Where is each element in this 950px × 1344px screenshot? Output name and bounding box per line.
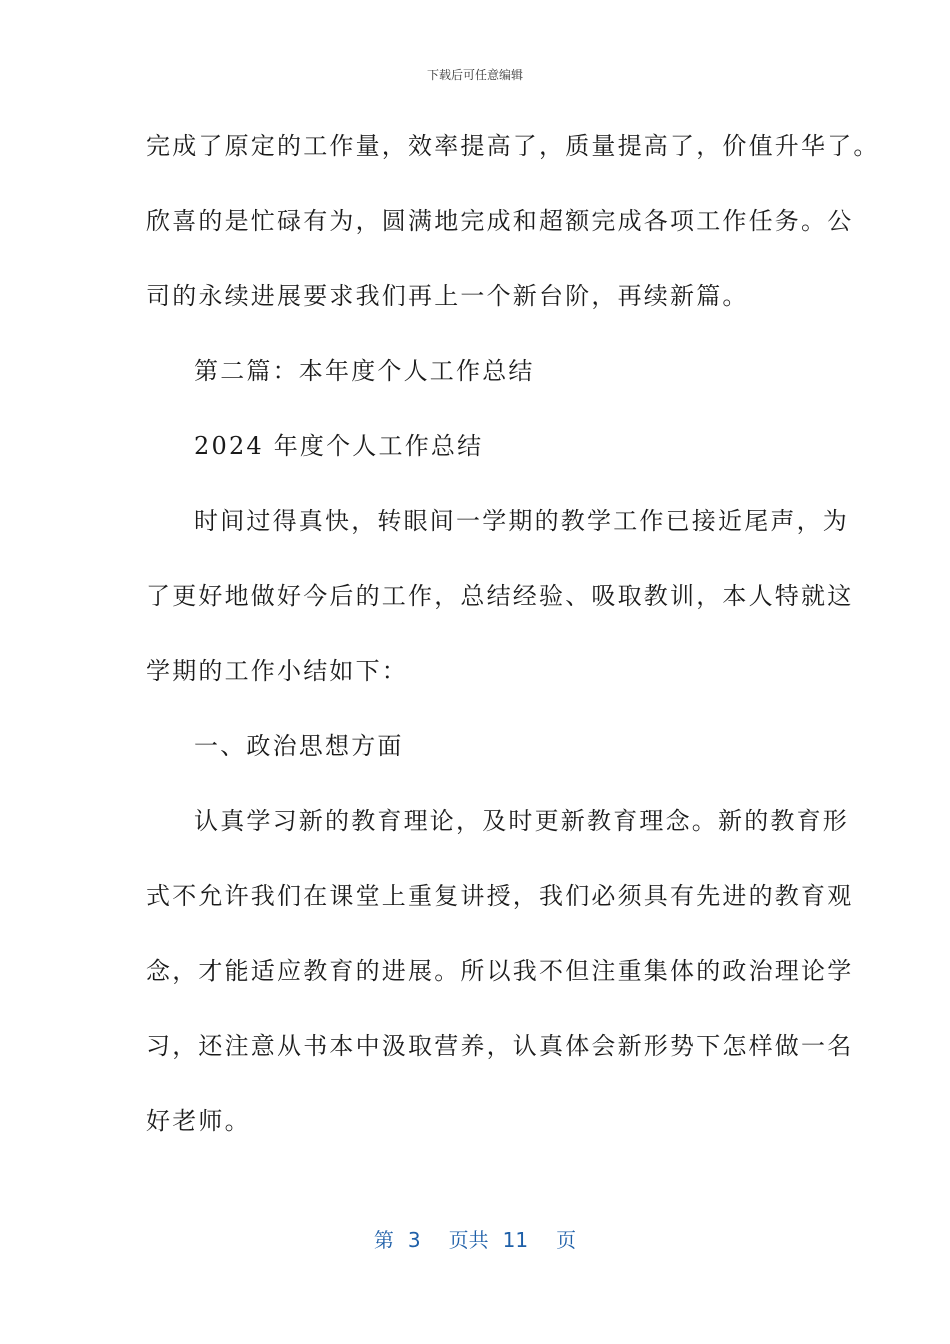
paragraph-line: 学期的工作小结如下： (146, 657, 408, 685)
paragraph-line: 司的永续进展要求我们再上一个新台阶，再续新篇。 (146, 282, 749, 310)
total-pages-number: 11 (502, 1228, 529, 1252)
paragraph-line: 念，才能适应教育的进展。所以我不但注重集体的政治理论学 (146, 957, 854, 985)
paragraph-line: 欣喜的是忙碌有为，圆满地完成和超额完成各项工作任务。公 (146, 207, 854, 235)
paragraph-line: 好老师。 (146, 1107, 251, 1135)
section-heading: 第二篇：本年度个人工作总结 (194, 357, 535, 385)
page-number-footer (0, 1224, 950, 1253)
page-suffix: 页 (556, 1228, 577, 1252)
page-prefix: 第 (373, 1228, 394, 1252)
paragraph-line: 时间过得真快，转眼间一学期的教学工作已接近尾声，为 (194, 507, 849, 535)
subsection-heading: 一、政治思想方面 (194, 732, 404, 760)
document-title: 2024 年度个人工作总结 (194, 432, 484, 460)
current-page-number: 3 (407, 1228, 421, 1252)
page-header-note: 下载后可任意编辑 (426, 68, 523, 82)
paragraph-line: 习，还注意从书本中汲取营养，认真体会新形势下怎样做一名 (146, 1032, 854, 1060)
page-middle: 页共 (448, 1228, 489, 1252)
document-body (146, 126, 880, 1176)
paragraph-line: 完成了原定的工作量，效率提高了，质量提高了，价值升华了。 (146, 132, 880, 160)
paragraph-line: 认真学习新的教育理论，及时更新教育理念。新的教育形 (194, 807, 849, 835)
paragraph-line: 式不允许我们在课堂上重复讲授，我们必须具有先进的教育观 (146, 882, 854, 910)
paragraph-line: 了更好地做好今后的工作，总结经验、吸取教训，本人特就这 (146, 582, 854, 610)
